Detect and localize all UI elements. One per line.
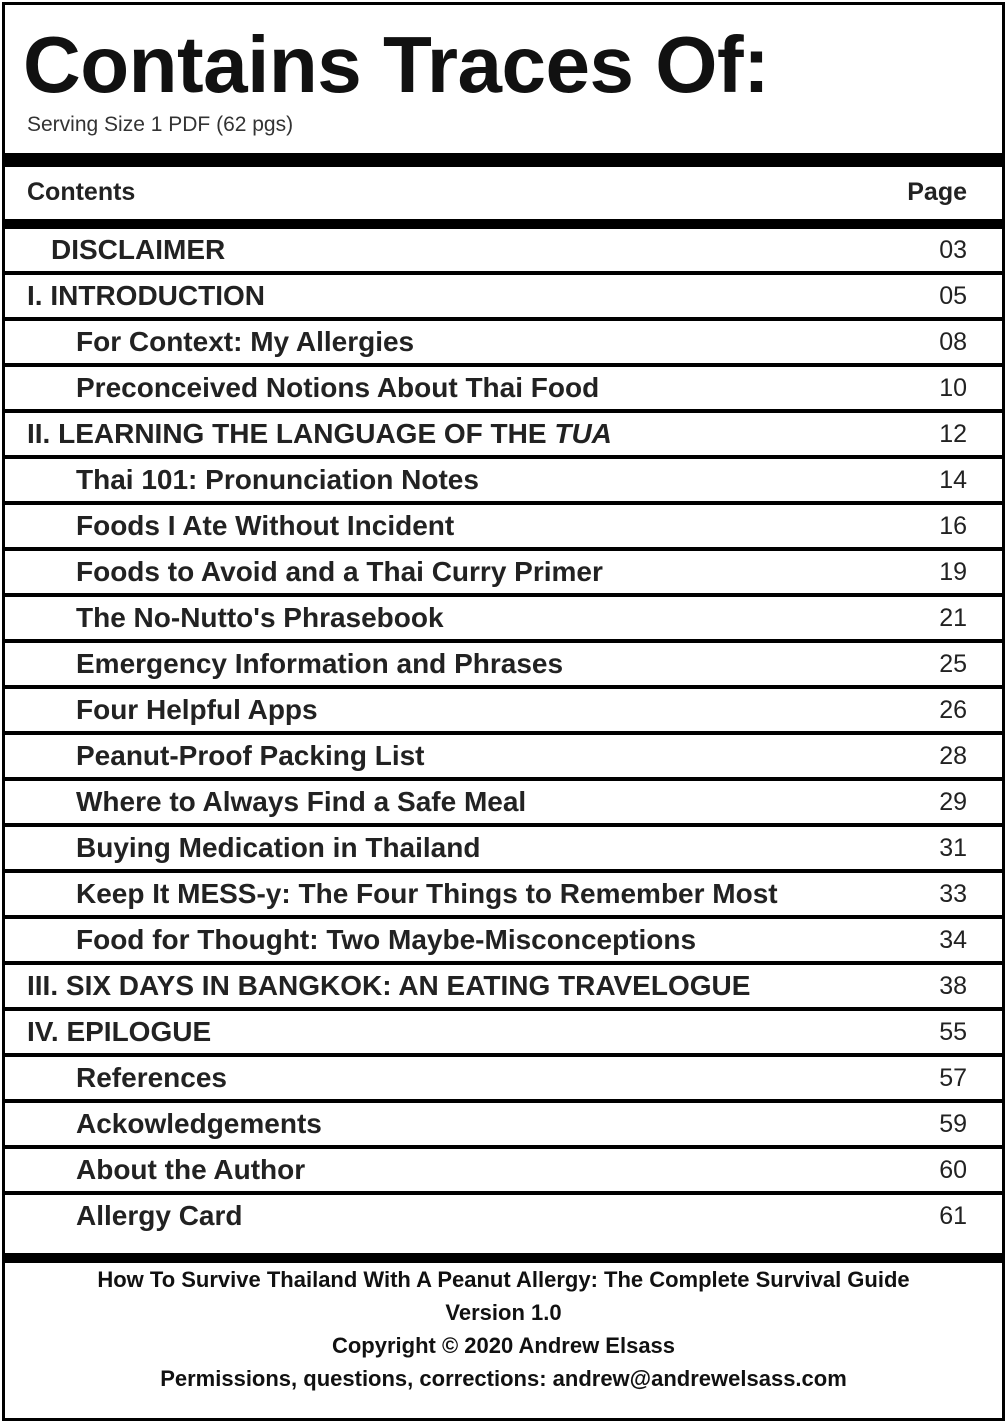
column-header [5,167,1002,219]
thick-divider-middle [5,219,1002,229]
toc-row [5,321,1002,367]
toc-entry-title [76,372,599,404]
toc-entry-page: 10 [939,374,967,402]
toc-row [5,1011,1002,1057]
footer-version: Version 1.0 [445,1300,562,1325]
toc-entry-page: 16 [939,512,967,540]
footer-book-title: How To Survive Thailand With A Peanut Allergy: The Complete Survival Guide [97,1267,910,1292]
toc-entry-page: 19 [939,558,967,586]
toc-row [5,1057,1002,1103]
toc-entry-title [76,556,603,588]
toc-row [5,505,1002,551]
toc-entry-title [76,1154,305,1186]
toc-row [5,229,1002,275]
toc-entry-page: 55 [939,1018,967,1046]
toc-entry-title [76,510,454,542]
toc-row [5,1103,1002,1149]
toc-entry-page: 26 [939,696,967,724]
toc-entry-title-text: Four Helpful Apps [76,694,318,725]
toc-entry-title-text: Allergy Card [76,1200,243,1231]
toc-entry-title [76,648,563,680]
toc-row [5,827,1002,873]
toc-entry-title [27,418,612,450]
toc-entry-title [76,924,696,956]
thick-divider-top [5,153,1002,167]
toc-entry-title-text: About the Author [76,1154,306,1185]
toc-entry-title-text: Ackowledgements [76,1108,322,1139]
toc-entry-title-text: The No-Nutto's Phrasebook [76,602,444,633]
toc-entry-title [27,970,750,1002]
toc-row [5,1195,1002,1237]
toc-row [5,965,1002,1011]
page-title: Contains Traces Of: [23,20,770,109]
toc-entry-page: 60 [939,1156,967,1184]
toc-entry-title-text: Food for Thought: Two Maybe-Misconceptions [76,924,697,955]
toc-entry-title-text: Preconceived Notions About Thai Food [76,372,600,403]
toc-entry-title-text: Where to Always Find a Safe Meal [76,786,527,817]
toc-entry-title [76,786,526,818]
toc-entry-page: 05 [939,282,967,310]
footer-contact: Permissions, questions, corrections: andrew@andrewelsass.com [160,1366,847,1391]
toc-entry-page: 12 [939,420,967,448]
toc-entry-title-text: Buying Medication in Thailand [76,832,481,863]
toc-entry-title-text: Foods I Ate Without Incident [76,510,455,541]
toc-row [5,919,1002,965]
toc-entry-page: 25 [939,650,967,678]
toc-row [5,781,1002,827]
toc-entry-page: 29 [939,788,967,816]
toc-row [5,873,1002,919]
toc-entry-title-text: Peanut-Proof Packing List [76,740,425,771]
toc-row [5,459,1002,505]
toc-entry-title-text: Thai 101: Pronunciation Notes [76,464,479,495]
toc-entry-page: 33 [939,880,967,908]
toc-entry-title [76,1108,322,1140]
toc-entry-title-text: I. INTRODUCTION [27,280,265,311]
toc-entry-page: 57 [939,1064,967,1092]
toc-entry-page: 59 [939,1110,967,1138]
toc-entry-page: 21 [939,604,967,632]
toc-entry-title [76,464,479,496]
toc-row [5,689,1002,735]
toc-entry-title [76,878,778,910]
toc-list [5,229,1002,1237]
toc-entry-title-text: II. LEARNING THE LANGUAGE OF THE [27,418,555,449]
toc-entry-page: 28 [939,742,967,770]
toc-entry-title [27,1016,211,1048]
toc-row [5,367,1002,413]
toc-entry-title-text: DISCLAIMER [51,234,226,265]
toc-entry-title [76,694,318,726]
toc-entry-page: 08 [939,328,967,356]
toc-row [5,413,1002,459]
toc-entry-title [76,1062,227,1094]
toc-entry-title-text: References [76,1062,227,1093]
toc-entry-page: 14 [939,466,967,494]
toc-row [5,275,1002,321]
toc-row [5,735,1002,781]
toc-entry-title [76,326,414,358]
toc-row [5,551,1002,597]
toc-entry-title-emphasis: TUA [554,418,612,449]
toc-entry-title [76,832,480,864]
footer [5,1263,1002,1395]
toc-entry-page: 03 [939,236,967,264]
toc-entry-page: 61 [939,1202,967,1230]
toc-entry-title-text: III. SIX DAYS IN BANGKOK: AN EATING TRAVELOGUE [27,970,751,1001]
label-header [5,5,1002,153]
toc-entry-title [76,740,425,772]
toc-entry-title-text: Foods to Avoid and a Thai Curry Primer [76,556,603,587]
page-column-label: Page [907,178,967,206]
contents-column-label: Contents [27,178,136,206]
label-frame [2,2,1005,1421]
toc-row [5,1149,1002,1195]
thick-divider-bottom [5,1253,1002,1263]
toc-entry-title-text: Emergency Information and Phrases [76,648,564,679]
toc-entry-title [76,1200,243,1232]
toc-entry-title-text: IV. EPILOGUE [27,1016,212,1047]
footer-copyright: Copyright © 2020 Andrew Elsass [331,1333,676,1358]
toc-entry-page: 38 [939,972,967,1000]
toc-entry-title [76,602,444,634]
toc-entry-title-text: For Context: My Allergies [76,326,415,357]
toc-entry-title [51,234,225,266]
toc-entry-title-text: Keep It MESS-y: The Four Things to Remember Most [76,878,778,909]
toc-row [5,643,1002,689]
toc-entry-title [27,280,265,312]
toc-row [5,597,1002,643]
toc-entry-page: 31 [939,834,967,862]
toc-entry-page: 34 [939,926,967,954]
serving-size: Serving Size 1 PDF (62 pgs) [27,113,294,136]
